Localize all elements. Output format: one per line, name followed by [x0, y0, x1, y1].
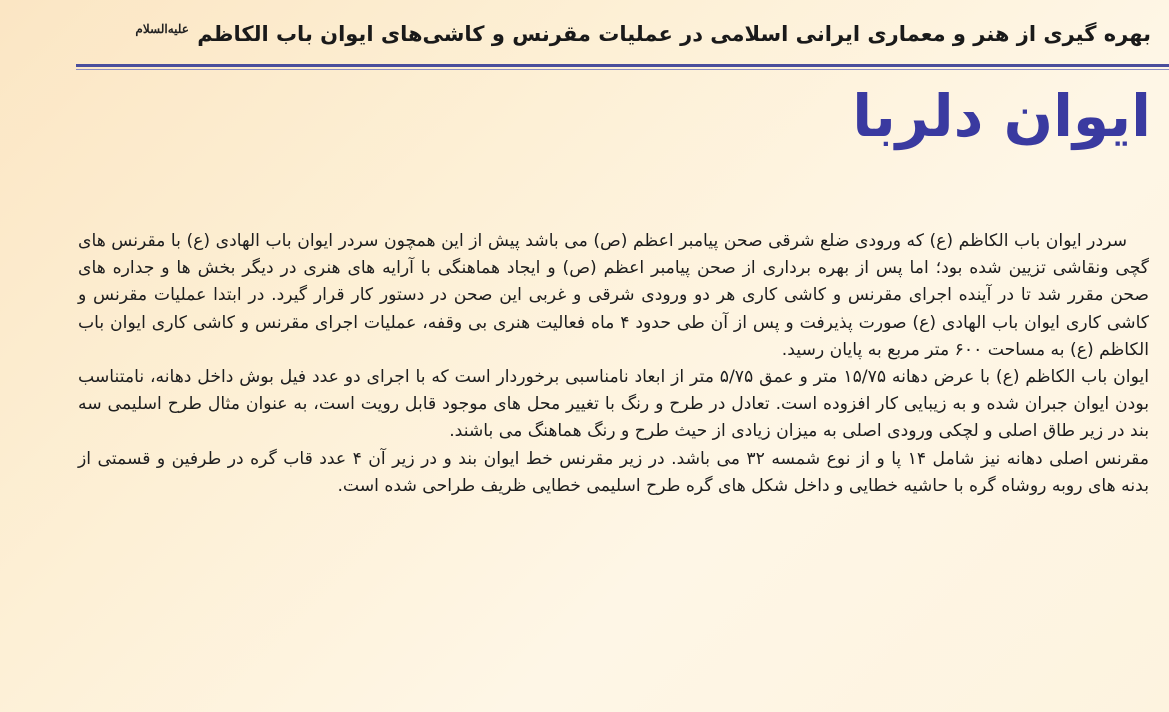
paragraph-1: سردر ایوان باب الکاظم (ع) که ورودی ضلع شرقی صحن پیامبر اعظم (ص) می باشد پیش از این همچون سردر ایوان باب الهادی (ع) با مقرنس های گچی ونقاشی تزیین شده بود؛ اما پس از بهره برداری از صحن پیامبر اعظم (ص) و ایجاد هماهنگی با آرایه های هنری در دیگر بخش ها و جداره های صحن مقرر شد تا در آینده اجرای مقرنس و کاشی کاری هر دو ورودی شرقی و غربی این صحن در دستور کار قرار گیرد. در ابتدا عملیات مقرنس و کاشی کاری ایوان باب الهادی (ع) صورت پذیرفت و پس از آن طی حدود ۴ ماه فعالیت هنری بی وقفه، عملیات اجرای مقرنس و کاشی کاری ایوان باب الکاظم (ع) به مساحت ۶۰۰ متر مربع به پایان رسید. — [78, 231, 1149, 360]
page-header — [78, 10, 1151, 58]
header-divider — [76, 64, 1169, 67]
article-title: ایوان دلربا — [852, 82, 1151, 150]
header-title — [134, 22, 1151, 46]
header-title-text: بهره گیری از هنر و معماری ایرانی اسلامی در عملیات مقرنس و کاشی‌های ایوان باب الکاظم — [197, 22, 1151, 46]
header-honorific: علیه‌السلام — [135, 22, 189, 36]
header-divider-thin — [76, 69, 1169, 70]
article-body — [78, 228, 1149, 500]
paragraph-2: ایوان باب الکاظم (ع) با عرض دهانه ۱۵/۷۵ متر و عمق ۵/۷۵ متر از ابعاد نامناسبی برخوردار است که با اجرای دو عدد فیل بوش داخل دهانه، نامتناسب بودن ایوان جبران شده و به زیبایی کار افزوده است. تعادل در طرح و رنگ با تغییر محل های موجود قابل رویت است، به عنوان مثال طرح اسلیمی سه بند در زیر طاق اصلی و لچکی ورودی اصلی به میزان زیادی از حیث طرح و رنگ هماهنگ می باشند. — [78, 367, 1150, 442]
paragraph-3: مقرنس اصلی دهانه نیز شامل ۱۴ پا و از نوع شمسه ۳۲ می باشد. در زیر مقرنس خط ایوان بند و در زیر آن ۴ عدد قاب گره در طرفین و قسمتی از بدنه های روبه روشاه گره با حاشیه خطایی و داخل شکل های گره طرح اسلیمی خطایی ظریف طراحی شده است. — [78, 448, 1149, 496]
